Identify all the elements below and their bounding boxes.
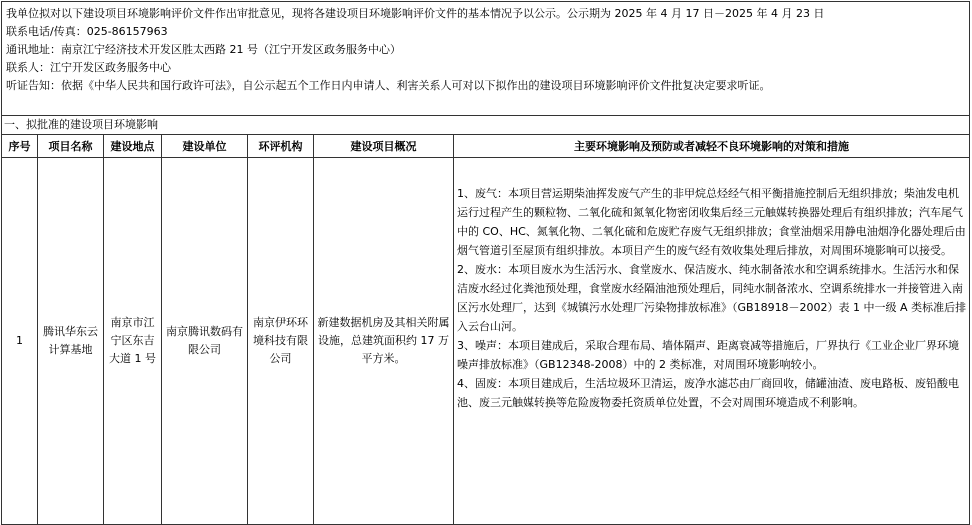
row-project-summary: 新建数据机房及其相关附属设施，总建筑面积约 17 万平方米。 xyxy=(314,158,454,525)
header-agency: 环评机构 xyxy=(248,135,314,158)
header-measures: 主要环境影响及预防或者减轻不良环境影响的对策和措施 xyxy=(454,135,970,158)
contact-phone: 联系电话/传真：025-86157963 xyxy=(6,25,168,38)
contact-address: 通讯地址：南京江宁经济技术开发区胜太西路 21 号（江宁开发区政务服务中心） xyxy=(6,43,401,56)
row-construction-unit: 南京腾讯数码有限公司 xyxy=(162,158,248,525)
row-project-name: 腾讯华东云计算基地 xyxy=(38,158,104,525)
header-summary: 建设项目概况 xyxy=(314,135,454,158)
table-header-row xyxy=(2,135,970,158)
measure-solid-waste: 4、固废：本项目建成后，生活垃圾环卫清运，废净水滤芯由厂商回收，储罐油渣、废电路板、废铅酸电池、废三元触媒转换等危险废物委托资质单位处置，不会对周围环境造成不利影响。 xyxy=(457,377,959,409)
hearing-notice: 听证告知：依据《中华人民共和国行政许可法》，自公示起五个工作日内申请人、利害关系人可对以下拟作出的建设项目环境影响评价文件批复决定要求听证。 xyxy=(6,79,771,92)
notice-table xyxy=(1,1,970,525)
table-row xyxy=(2,158,970,525)
section-title: 一、拟批准的建设项目环境影响 xyxy=(2,116,970,135)
header-location: 建设地点 xyxy=(104,135,162,158)
row-seq: 1 xyxy=(2,158,38,525)
header-unit: 建设单位 xyxy=(162,135,248,158)
intro-notice-text: 我单位拟对以下建设项目环境影响评价文件作出审批意见，现将各建设项目环境影响评价文件的基本情况予以公示。公示期为 2025 年 4 月 17 日－2025 年 4 月 23 日 xyxy=(6,7,825,20)
row-location: 南京市江宁区东吉大道 1 号 xyxy=(104,158,162,525)
header-name: 项目名称 xyxy=(38,135,104,158)
measure-noise: 3、噪声：本项目建成后，采取合理布局、墙体隔声、距离衰减等措施后，厂界执行《工业企业厂界环境噪声排放标准》（GB12348-2008）中的 2 类标准，对周围环境影响较小。 xyxy=(457,339,959,371)
intro-block xyxy=(2,2,970,116)
measure-exhaust: 1、废气：本项目营运期柴油挥发废气产生的非甲烷总烃经气相平衡措施控制后无组织排放；柴油发电机运行过程产生的颗粒物、二氧化硫和氮氧化物密闭收集后经三元触媒转换器处理后有组织排放；汽车尾气中的 CO、HC、氮氧化物、二氧化硫和危废贮存废气无组织排放；食堂油烟采用静电油烟净化器处理后由烟气管道引至屋顶有组织排放。本项目产生的废气经有效收集处理后排放，对周围环境影响可以接受。 xyxy=(457,187,966,257)
row-eia-agency: 南京伊环环境科技有限公司 xyxy=(248,158,314,525)
row-measures xyxy=(454,158,970,525)
contact-person: 联系人：江宁开发区政务服务中心 xyxy=(6,61,171,74)
header-seq: 序号 xyxy=(2,135,38,158)
measure-wastewater: 2、废水：本项目废水为生活污水、食堂废水、保洁废水、纯水制备浓水和空调系统排水。生活污水和保洁废水经过化粪池预处理，食堂废水经隔油池预处理后，同纯水制备浓水、空调系统排水一并接管进入南区污水处理厂，达到《城镇污水处理厂污染物排放标准》（GB18918－2002）表 1 中一级 A 类标准后排入云台山河。 xyxy=(457,263,967,333)
